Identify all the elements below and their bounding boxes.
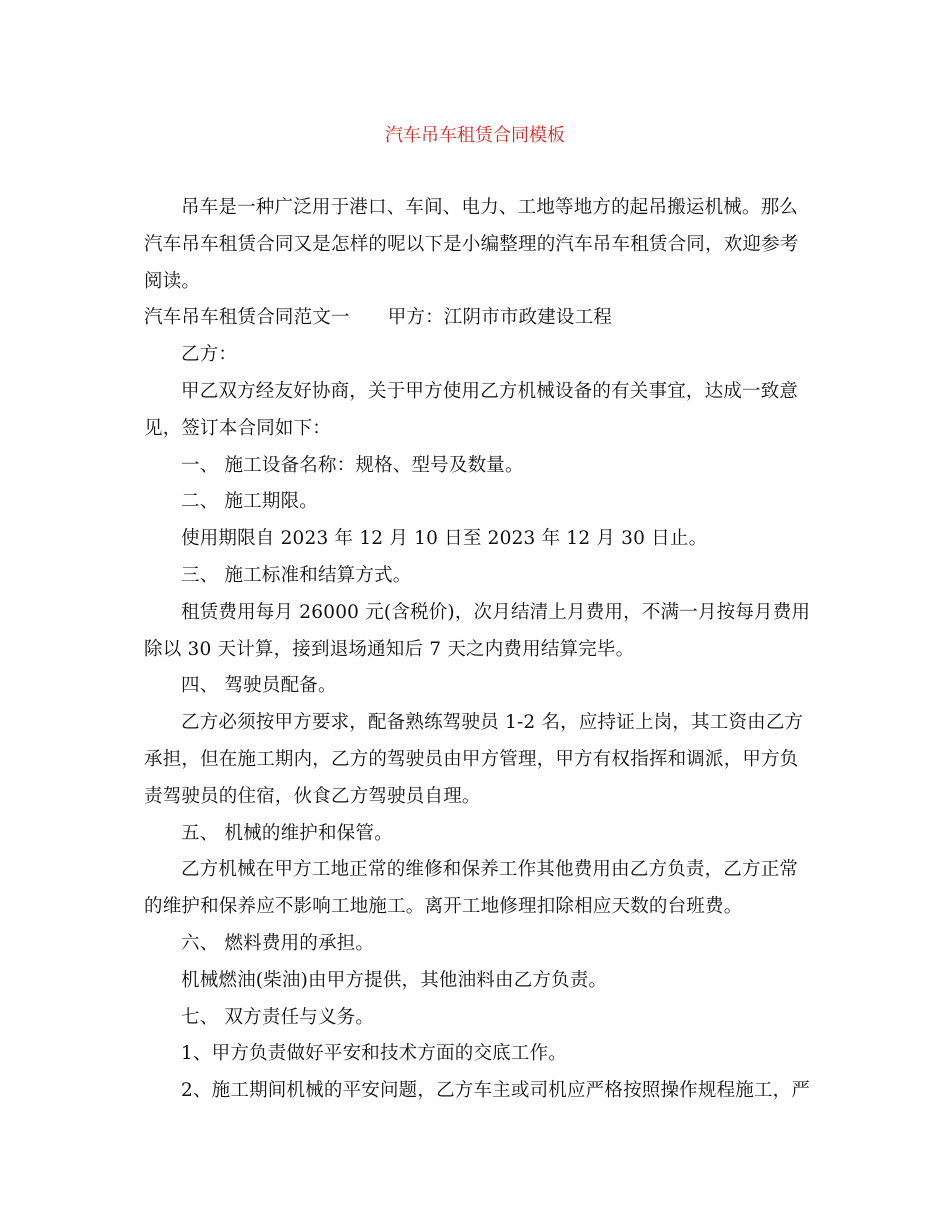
list-item: 2、施工期间机械的平安问题，乙方车主或司机应严格按照操作规程施工，严	[181, 1080, 811, 1102]
paragraph-line: 乙方机械在甲方工地正常的维修和保养工作其他费用由乙方负责，乙方正常	[181, 859, 799, 881]
sample-heading-line	[144, 300, 804, 337]
party-b-line: 乙方：	[181, 344, 238, 366]
paragraph-line: 责驾驶员的住宿，伙食乙方驾驶员自理。	[144, 785, 481, 807]
paragraph-line: 乙方必须按甲方要求，配备熟练驾驶员 1-2 名，应持证上岗，其工资由乙方	[181, 712, 804, 734]
sample-heading: 汽车吊车租赁合同范文一	[144, 307, 350, 329]
list-item: 1、甲方负责做好平安和技术方面的交底工作。	[181, 1043, 567, 1065]
section-heading: 四、 驾驶员配备。	[181, 675, 337, 697]
paragraph-line: 租赁费用每月 26000 元(含税价)，次月结清上月费用，不满一月按每月费用	[181, 601, 811, 623]
paragraph-line: 吊车是一种广泛用于港口、车间、电力、工地等地方的起吊搬运机械。那么	[181, 197, 799, 218]
paragraph-line: 甲乙双方经友好协商，关于甲方使用乙方机械设备的有关事宜，达成一致意	[181, 380, 799, 402]
party-a-line: 甲方：江阴市市政建设工程	[387, 307, 613, 329]
paragraph-line: 除以 30 天计算，接到退场通知后 7 天之内费用结算完毕。	[144, 638, 635, 660]
paragraph-line: 使用期限自 2023 年 12 月 10 日至 2023 年 12 月 30 日止。	[181, 528, 708, 550]
paragraph-line: 承担，但在施工期内，乙方的驾驶员由甲方管理，甲方有权指挥和调派，甲方负	[144, 748, 799, 770]
section-heading: 二、 施工期限。	[181, 491, 318, 513]
paragraph-line: 机械燃油(柴油)由甲方提供，其他油料由乙方负责。	[181, 969, 608, 991]
section-heading: 六、 燃料费用的承担。	[181, 932, 375, 954]
paragraph-line: 的维护和保养应不影响工地施工。离开工地修理扣除相应天数的台班费。	[144, 896, 743, 918]
document-body	[144, 190, 811, 1110]
paragraph-line: 汽车吊车租赁合同又是怎样的呢以下是小编整理的汽车吊车租赁合同，欢迎参考	[144, 233, 799, 255]
section-heading: 一、 施工设备名称：规格、型号及数量。	[181, 454, 524, 476]
section-heading: 七、 双方责任与义务。	[181, 1006, 375, 1028]
section-heading: 三、 施工标准和结算方式。	[181, 564, 412, 586]
paragraph-line: 见，签订本合同如下：	[144, 417, 332, 439]
document-title: 汽车吊车租赁合同模板	[385, 125, 565, 146]
paragraph-line: 阅读。	[144, 270, 201, 292]
section-heading: 五、 机械的维护和保管。	[181, 822, 393, 844]
